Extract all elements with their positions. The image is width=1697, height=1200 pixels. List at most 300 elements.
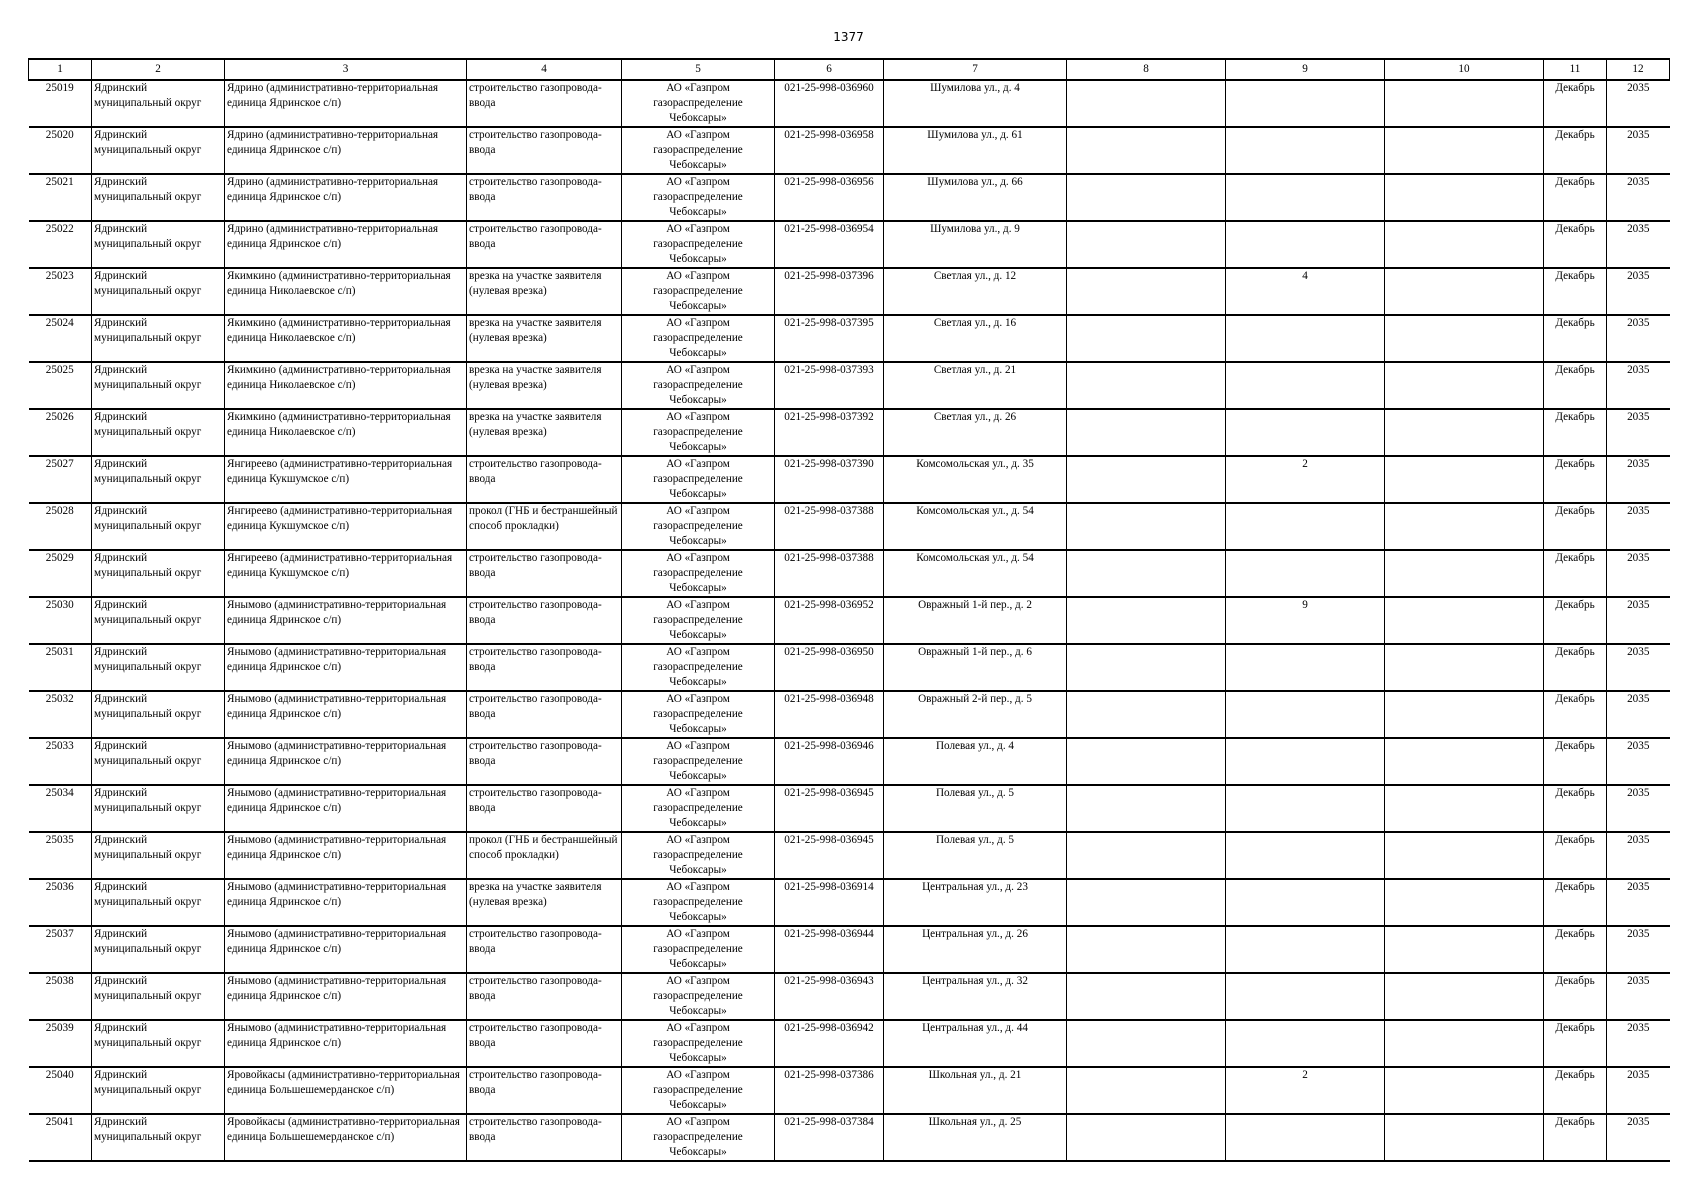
page-number: 1377	[833, 30, 864, 44]
cell-district: Ядринский муниципальный округ	[92, 80, 225, 127]
cell-work-type: строительство газопровода-ввода	[467, 738, 622, 785]
cell-col-9	[1226, 80, 1385, 127]
cell-organization: АО «Газпром газораспределение Чебоксары»	[622, 550, 775, 597]
cell-col-10	[1385, 221, 1544, 268]
cell-work-type: прокол (ГНБ и бестраншейный способ прокладки)	[467, 832, 622, 879]
gas-connection-table	[28, 58, 1670, 1162]
cell-address: Шумилова ул., д. 4	[884, 80, 1067, 127]
cell-request-number: 021-25-998-037388	[775, 550, 884, 597]
cell-organization: АО «Газпром газораспределение Чебоксары»	[622, 691, 775, 738]
cell-settlement: Ядрино (административно-территориальная единица Ядринское с/п)	[225, 174, 467, 221]
cell-organization: АО «Газпром газораспределение Чебоксары»	[622, 926, 775, 973]
table-row	[29, 1114, 1670, 1161]
cell-settlement: Янымово (административно-территориальная единица Ядринское с/п)	[225, 691, 467, 738]
cell-col-10	[1385, 80, 1544, 127]
cell-address: Полевая ул., д. 5	[884, 785, 1067, 832]
cell-organization: АО «Газпром газораспределение Чебоксары»	[622, 1020, 775, 1067]
cell-col-8	[1067, 879, 1226, 926]
cell-col-8	[1067, 973, 1226, 1020]
cell-settlement: Янымово (административно-территориальная единица Ядринское с/п)	[225, 738, 467, 785]
cell-year: 2035	[1607, 503, 1670, 550]
cell-row-number: 25037	[29, 926, 92, 973]
cell-row-number: 25030	[29, 597, 92, 644]
cell-col-9	[1226, 973, 1385, 1020]
cell-settlement: Янымово (административно-территориальная единица Ядринское с/п)	[225, 1020, 467, 1067]
cell-col-9: 2	[1226, 1067, 1385, 1114]
cell-col-8	[1067, 268, 1226, 315]
cell-request-number: 021-25-998-036943	[775, 973, 884, 1020]
cell-organization: АО «Газпром газораспределение Чебоксары»	[622, 879, 775, 926]
cell-district: Ядринский муниципальный округ	[92, 127, 225, 174]
cell-request-number: 021-25-998-036942	[775, 1020, 884, 1067]
cell-col-10	[1385, 362, 1544, 409]
cell-col-10	[1385, 409, 1544, 456]
cell-organization: АО «Газпром газораспределение Чебоксары»	[622, 362, 775, 409]
cell-organization: АО «Газпром газораспределение Чебоксары»	[622, 832, 775, 879]
cell-row-number: 25025	[29, 362, 92, 409]
cell-row-number: 25027	[29, 456, 92, 503]
table-row	[29, 362, 1670, 409]
cell-request-number: 021-25-998-037393	[775, 362, 884, 409]
cell-district: Ядринский муниципальный округ	[92, 879, 225, 926]
cell-month: Декабрь	[1544, 268, 1607, 315]
cell-month: Декабрь	[1544, 80, 1607, 127]
cell-col-9	[1226, 503, 1385, 550]
table-row	[29, 832, 1670, 879]
cell-col-8	[1067, 362, 1226, 409]
cell-year: 2035	[1607, 738, 1670, 785]
table-row	[29, 268, 1670, 315]
cell-organization: АО «Газпром газораспределение Чебоксары»	[622, 785, 775, 832]
cell-month: Декабрь	[1544, 597, 1607, 644]
cell-month: Декабрь	[1544, 127, 1607, 174]
cell-address: Светлая ул., д. 12	[884, 268, 1067, 315]
cell-col-9	[1226, 127, 1385, 174]
cell-col-8	[1067, 644, 1226, 691]
cell-address: Школьная ул., д. 21	[884, 1067, 1067, 1114]
cell-month: Декабрь	[1544, 691, 1607, 738]
cell-col-9	[1226, 832, 1385, 879]
cell-row-number: 25022	[29, 221, 92, 268]
cell-address: Комсомольская ул., д. 54	[884, 550, 1067, 597]
cell-col-8	[1067, 409, 1226, 456]
cell-month: Декабрь	[1544, 1067, 1607, 1114]
cell-month: Декабрь	[1544, 879, 1607, 926]
cell-month: Декабрь	[1544, 550, 1607, 597]
cell-settlement: Янымово (административно-территориальная единица Ядринское с/п)	[225, 879, 467, 926]
cell-settlement: Янгиреево (административно-территориальная единица Кукшумское с/п)	[225, 550, 467, 597]
cell-year: 2035	[1607, 80, 1670, 127]
cell-work-type: строительство газопровода-ввода	[467, 80, 622, 127]
cell-year: 2035	[1607, 315, 1670, 362]
cell-col-10	[1385, 832, 1544, 879]
cell-col-9	[1226, 221, 1385, 268]
cell-request-number: 021-25-998-037390	[775, 456, 884, 503]
cell-work-type: строительство газопровода-ввода	[467, 597, 622, 644]
cell-month: Декабрь	[1544, 973, 1607, 1020]
cell-row-number: 25034	[29, 785, 92, 832]
cell-year: 2035	[1607, 268, 1670, 315]
cell-work-type: строительство газопровода-ввода	[467, 221, 622, 268]
cell-organization: АО «Газпром газораспределение Чебоксары»	[622, 597, 775, 644]
cell-col-9	[1226, 362, 1385, 409]
cell-organization: АО «Газпром газораспределение Чебоксары»	[622, 174, 775, 221]
cell-request-number: 021-25-998-036946	[775, 738, 884, 785]
cell-col-8	[1067, 597, 1226, 644]
cell-row-number: 25020	[29, 127, 92, 174]
cell-col-8	[1067, 127, 1226, 174]
table-row	[29, 221, 1670, 268]
cell-col-9	[1226, 1020, 1385, 1067]
cell-row-number: 25035	[29, 832, 92, 879]
table-row	[29, 409, 1670, 456]
table-row	[29, 80, 1670, 127]
cell-col-9	[1226, 738, 1385, 785]
cell-work-type: строительство газопровода-ввода	[467, 1114, 622, 1161]
cell-row-number: 25021	[29, 174, 92, 221]
cell-col-9	[1226, 926, 1385, 973]
column-header-11: 11	[1544, 59, 1607, 80]
cell-address: Комсомольская ул., д. 54	[884, 503, 1067, 550]
table-row	[29, 315, 1670, 362]
cell-settlement: Янымово (административно-территориальная единица Ядринское с/п)	[225, 644, 467, 691]
cell-address: Светлая ул., д. 16	[884, 315, 1067, 362]
cell-settlement: Янгиреево (административно-территориальная единица Кукшумское с/п)	[225, 456, 467, 503]
cell-row-number: 25039	[29, 1020, 92, 1067]
cell-district: Ядринский муниципальный округ	[92, 832, 225, 879]
table-row	[29, 785, 1670, 832]
cell-col-10	[1385, 785, 1544, 832]
cell-request-number: 021-25-998-036956	[775, 174, 884, 221]
cell-request-number: 021-25-998-036948	[775, 691, 884, 738]
cell-district: Ядринский муниципальный округ	[92, 409, 225, 456]
table-row	[29, 973, 1670, 1020]
cell-request-number: 021-25-998-036945	[775, 832, 884, 879]
cell-organization: АО «Газпром газораспределение Чебоксары»	[622, 315, 775, 362]
cell-col-9	[1226, 785, 1385, 832]
cell-work-type: строительство газопровода-ввода	[467, 644, 622, 691]
cell-address: Школьная ул., д. 25	[884, 1114, 1067, 1161]
cell-settlement: Ядрино (административно-территориальная единица Ядринское с/п)	[225, 221, 467, 268]
cell-district: Ядринский муниципальный округ	[92, 691, 225, 738]
cell-row-number: 25026	[29, 409, 92, 456]
cell-settlement: Янымово (административно-территориальная единица Ядринское с/п)	[225, 785, 467, 832]
cell-col-10	[1385, 268, 1544, 315]
cell-col-10	[1385, 1020, 1544, 1067]
cell-district: Ядринский муниципальный округ	[92, 738, 225, 785]
cell-row-number: 25036	[29, 879, 92, 926]
cell-request-number: 021-25-998-036952	[775, 597, 884, 644]
cell-col-8	[1067, 315, 1226, 362]
cell-district: Ядринский муниципальный округ	[92, 785, 225, 832]
cell-col-9	[1226, 644, 1385, 691]
table-row	[29, 1067, 1670, 1114]
cell-col-9	[1226, 879, 1385, 926]
cell-year: 2035	[1607, 221, 1670, 268]
cell-work-type: врезка на участке заявителя (нулевая врезка)	[467, 409, 622, 456]
cell-request-number: 021-25-998-037388	[775, 503, 884, 550]
cell-col-9	[1226, 550, 1385, 597]
cell-month: Декабрь	[1544, 1020, 1607, 1067]
cell-year: 2035	[1607, 1067, 1670, 1114]
table-row	[29, 456, 1670, 503]
column-header-3: 3	[225, 59, 467, 80]
cell-settlement: Яровойкасы (административно-территориальная единица Большешемерданское с/п)	[225, 1067, 467, 1114]
cell-col-8	[1067, 832, 1226, 879]
cell-col-8	[1067, 926, 1226, 973]
table-row	[29, 550, 1670, 597]
cell-col-8	[1067, 1067, 1226, 1114]
cell-year: 2035	[1607, 597, 1670, 644]
cell-work-type: строительство газопровода-ввода	[467, 127, 622, 174]
cell-district: Ядринский муниципальный округ	[92, 1020, 225, 1067]
cell-work-type: строительство газопровода-ввода	[467, 785, 622, 832]
cell-row-number: 25040	[29, 1067, 92, 1114]
cell-col-8	[1067, 550, 1226, 597]
cell-year: 2035	[1607, 1020, 1670, 1067]
cell-district: Ядринский муниципальный округ	[92, 362, 225, 409]
column-header-10: 10	[1385, 59, 1544, 80]
table-row	[29, 738, 1670, 785]
cell-settlement: Якимкино (административно-территориальная единица Николаевское с/п)	[225, 315, 467, 362]
cell-year: 2035	[1607, 832, 1670, 879]
cell-col-10	[1385, 1114, 1544, 1161]
cell-row-number: 25032	[29, 691, 92, 738]
cell-col-9	[1226, 174, 1385, 221]
cell-settlement: Янымово (административно-территориальная единица Ядринское с/п)	[225, 597, 467, 644]
cell-col-10	[1385, 738, 1544, 785]
cell-row-number: 25024	[29, 315, 92, 362]
cell-col-8	[1067, 456, 1226, 503]
cell-district: Ядринский муниципальный округ	[92, 174, 225, 221]
table-row	[29, 691, 1670, 738]
cell-address: Шумилова ул., д. 66	[884, 174, 1067, 221]
table-row	[29, 644, 1670, 691]
cell-col-9: 9	[1226, 597, 1385, 644]
cell-month: Декабрь	[1544, 1114, 1607, 1161]
column-header-4: 4	[467, 59, 622, 80]
cell-row-number: 25029	[29, 550, 92, 597]
cell-row-number: 25023	[29, 268, 92, 315]
cell-request-number: 021-25-998-037396	[775, 268, 884, 315]
cell-col-9	[1226, 1114, 1385, 1161]
cell-address: Полевая ул., д. 4	[884, 738, 1067, 785]
cell-month: Декабрь	[1544, 785, 1607, 832]
column-header-1: 1	[29, 59, 92, 80]
cell-work-type: строительство газопровода-ввода	[467, 1067, 622, 1114]
cell-col-8	[1067, 174, 1226, 221]
cell-col-9	[1226, 315, 1385, 362]
cell-address: Центральная ул., д. 44	[884, 1020, 1067, 1067]
cell-col-10	[1385, 597, 1544, 644]
cell-work-type: строительство газопровода-ввода	[467, 550, 622, 597]
cell-address: Овражный 2-й пер., д. 5	[884, 691, 1067, 738]
cell-district: Ядринский муниципальный округ	[92, 926, 225, 973]
cell-col-10	[1385, 691, 1544, 738]
cell-month: Декабрь	[1544, 456, 1607, 503]
cell-col-8	[1067, 785, 1226, 832]
cell-col-8	[1067, 503, 1226, 550]
cell-request-number: 021-25-998-037392	[775, 409, 884, 456]
cell-row-number: 25028	[29, 503, 92, 550]
cell-work-type: строительство газопровода-ввода	[467, 691, 622, 738]
cell-settlement: Янымово (административно-территориальная единица Ядринское с/п)	[225, 832, 467, 879]
cell-year: 2035	[1607, 1114, 1670, 1161]
column-header-12: 12	[1607, 59, 1670, 80]
cell-organization: АО «Газпром газораспределение Чебоксары»	[622, 1067, 775, 1114]
table-row	[29, 127, 1670, 174]
cell-year: 2035	[1607, 785, 1670, 832]
cell-work-type: прокол (ГНБ и бестраншейный способ прокладки)	[467, 503, 622, 550]
cell-work-type: строительство газопровода-ввода	[467, 1020, 622, 1067]
cell-col-9: 4	[1226, 268, 1385, 315]
cell-col-10	[1385, 644, 1544, 691]
cell-district: Ядринский муниципальный округ	[92, 315, 225, 362]
cell-year: 2035	[1607, 456, 1670, 503]
cell-district: Ядринский муниципальный округ	[92, 1067, 225, 1114]
cell-year: 2035	[1607, 127, 1670, 174]
cell-work-type: врезка на участке заявителя (нулевая врезка)	[467, 268, 622, 315]
cell-col-8	[1067, 1114, 1226, 1161]
cell-year: 2035	[1607, 691, 1670, 738]
cell-year: 2035	[1607, 174, 1670, 221]
cell-month: Декабрь	[1544, 362, 1607, 409]
cell-organization: АО «Газпром газораспределение Чебоксары»	[622, 268, 775, 315]
cell-col-10	[1385, 1067, 1544, 1114]
column-header-7: 7	[884, 59, 1067, 80]
cell-district: Ядринский муниципальный округ	[92, 456, 225, 503]
column-header-5: 5	[622, 59, 775, 80]
cell-year: 2035	[1607, 362, 1670, 409]
cell-settlement: Янымово (административно-территориальная единица Ядринское с/п)	[225, 973, 467, 1020]
cell-request-number: 021-25-998-037384	[775, 1114, 884, 1161]
cell-address: Центральная ул., д. 23	[884, 879, 1067, 926]
cell-col-10	[1385, 550, 1544, 597]
cell-district: Ядринский муниципальный округ	[92, 221, 225, 268]
cell-organization: АО «Газпром газораспределение Чебоксары»	[622, 409, 775, 456]
cell-request-number: 021-25-998-037395	[775, 315, 884, 362]
cell-district: Ядринский муниципальный округ	[92, 597, 225, 644]
cell-address: Полевая ул., д. 5	[884, 832, 1067, 879]
cell-address: Овражный 1-й пер., д. 6	[884, 644, 1067, 691]
cell-col-10	[1385, 315, 1544, 362]
cell-col-9	[1226, 691, 1385, 738]
header-row	[29, 59, 1670, 80]
cell-settlement: Якимкино (административно-территориальная единица Николаевское с/п)	[225, 409, 467, 456]
cell-request-number: 021-25-998-037386	[775, 1067, 884, 1114]
cell-year: 2035	[1607, 644, 1670, 691]
cell-month: Декабрь	[1544, 738, 1607, 785]
cell-year: 2035	[1607, 879, 1670, 926]
cell-district: Ядринский муниципальный округ	[92, 644, 225, 691]
cell-district: Ядринский муниципальный округ	[92, 1114, 225, 1161]
table-row	[29, 503, 1670, 550]
cell-work-type: строительство газопровода-ввода	[467, 973, 622, 1020]
cell-col-10	[1385, 879, 1544, 926]
cell-year: 2035	[1607, 973, 1670, 1020]
cell-col-9: 2	[1226, 456, 1385, 503]
cell-month: Декабрь	[1544, 503, 1607, 550]
table-row	[29, 926, 1670, 973]
cell-month: Декабрь	[1544, 832, 1607, 879]
cell-address: Шумилова ул., д. 61	[884, 127, 1067, 174]
cell-organization: АО «Газпром газораспределение Чебоксары»	[622, 127, 775, 174]
cell-col-8	[1067, 221, 1226, 268]
cell-work-type: строительство газопровода-ввода	[467, 456, 622, 503]
column-header-2: 2	[92, 59, 225, 80]
column-header-9: 9	[1226, 59, 1385, 80]
cell-organization: АО «Газпром газораспределение Чебоксары»	[622, 1114, 775, 1161]
cell-request-number: 021-25-998-036944	[775, 926, 884, 973]
cell-work-type: врезка на участке заявителя (нулевая врезка)	[467, 315, 622, 362]
cell-district: Ядринский муниципальный округ	[92, 503, 225, 550]
cell-address: Центральная ул., д. 26	[884, 926, 1067, 973]
cell-request-number: 021-25-998-036945	[775, 785, 884, 832]
cell-district: Ядринский муниципальный округ	[92, 550, 225, 597]
cell-request-number: 021-25-998-036914	[775, 879, 884, 926]
cell-col-10	[1385, 456, 1544, 503]
cell-organization: АО «Газпром газораспределение Чебоксары»	[622, 221, 775, 268]
cell-organization: АО «Газпром газораспределение Чебоксары»	[622, 503, 775, 550]
cell-settlement: Якимкино (административно-территориальная единица Николаевское с/п)	[225, 268, 467, 315]
cell-request-number: 021-25-998-036954	[775, 221, 884, 268]
cell-settlement: Якимкино (административно-территориальная единица Николаевское с/п)	[225, 362, 467, 409]
cell-address: Светлая ул., д. 26	[884, 409, 1067, 456]
cell-organization: АО «Газпром газораспределение Чебоксары»	[622, 456, 775, 503]
cell-work-type: строительство газопровода-ввода	[467, 926, 622, 973]
cell-col-8	[1067, 691, 1226, 738]
cell-row-number: 25019	[29, 80, 92, 127]
cell-work-type: строительство газопровода-ввода	[467, 174, 622, 221]
cell-month: Декабрь	[1544, 315, 1607, 362]
cell-request-number: 021-25-998-036960	[775, 80, 884, 127]
cell-col-8	[1067, 738, 1226, 785]
cell-col-10	[1385, 127, 1544, 174]
cell-work-type: врезка на участке заявителя (нулевая врезка)	[467, 362, 622, 409]
cell-col-9	[1226, 409, 1385, 456]
cell-address: Шумилова ул., д. 9	[884, 221, 1067, 268]
cell-col-8	[1067, 1020, 1226, 1067]
cell-row-number: 25041	[29, 1114, 92, 1161]
cell-address: Центральная ул., д. 32	[884, 973, 1067, 1020]
cell-month: Декабрь	[1544, 409, 1607, 456]
table-row	[29, 1020, 1670, 1067]
cell-month: Декабрь	[1544, 174, 1607, 221]
cell-col-10	[1385, 503, 1544, 550]
cell-row-number: 25031	[29, 644, 92, 691]
cell-request-number: 021-25-998-036950	[775, 644, 884, 691]
cell-month: Декабрь	[1544, 221, 1607, 268]
table-body	[29, 80, 1670, 1161]
cell-address: Овражный 1-й пер., д. 2	[884, 597, 1067, 644]
cell-year: 2035	[1607, 409, 1670, 456]
cell-address: Светлая ул., д. 21	[884, 362, 1067, 409]
cell-settlement: Ядрино (административно-территориальная единица Ядринское с/п)	[225, 127, 467, 174]
cell-row-number: 25038	[29, 973, 92, 1020]
table-row	[29, 597, 1670, 644]
cell-request-number: 021-25-998-036958	[775, 127, 884, 174]
cell-month: Декабрь	[1544, 926, 1607, 973]
cell-settlement: Янгиреево (административно-территориальная единица Кукшумское с/п)	[225, 503, 467, 550]
cell-organization: АО «Газпром газораспределение Чебоксары»	[622, 80, 775, 127]
cell-col-10	[1385, 174, 1544, 221]
cell-organization: АО «Газпром газораспределение Чебоксары»	[622, 973, 775, 1020]
cell-row-number: 25033	[29, 738, 92, 785]
cell-year: 2035	[1607, 550, 1670, 597]
table-row	[29, 879, 1670, 926]
column-header-8: 8	[1067, 59, 1226, 80]
cell-col-10	[1385, 926, 1544, 973]
